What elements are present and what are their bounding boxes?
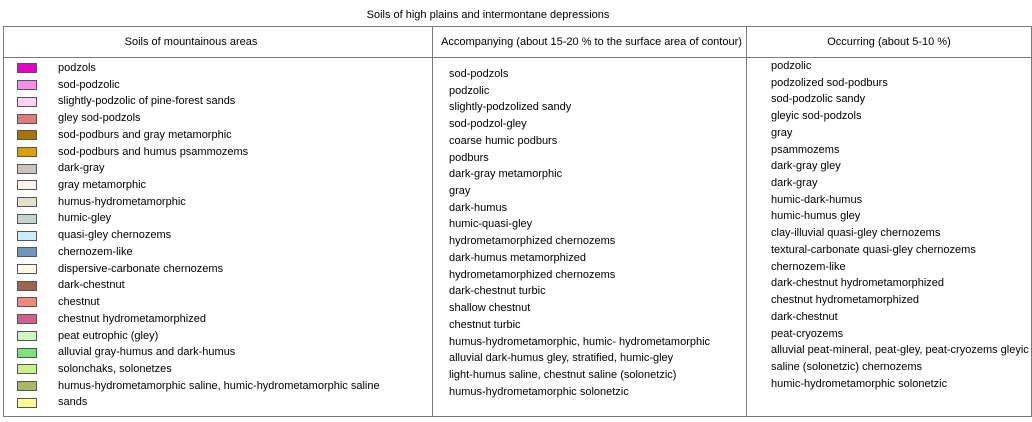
legend-item [17, 194, 432, 211]
header-mountainous: Soils of mountainous areas [4, 27, 433, 58]
accompanying-item: alluvial dark-humus gley, stratified, humic-gley [449, 352, 674, 365]
occurring-item: gleyic sod-podzols [771, 110, 862, 123]
legend-item [17, 261, 432, 278]
color-swatch [17, 348, 37, 358]
color-swatch [17, 164, 37, 174]
accompanying-item: slightly-podzolized sandy [449, 101, 572, 114]
header-occurring: Occurring (about 5-10 %) [747, 27, 1032, 58]
legend-item [17, 227, 432, 244]
color-swatch [17, 331, 37, 341]
legend-item [17, 210, 432, 227]
color-swatch [17, 381, 37, 391]
accompanying-item: dark-humus metamorphized [449, 251, 586, 264]
color-swatch [17, 297, 37, 307]
legend-item-label: chestnut [58, 296, 100, 309]
color-swatch [17, 264, 37, 274]
legend-item-label: podzols [58, 62, 96, 74]
accompanying-list [433, 58, 746, 400]
occurring-item: chernozem-like [771, 260, 846, 273]
color-swatch [17, 247, 37, 257]
legend-item [17, 77, 432, 94]
accompanying-item: hydrometamorphized chernozems [449, 235, 616, 248]
color-swatch [17, 231, 37, 241]
occurring-item: humic-dark-humus [771, 193, 863, 206]
legend-item-label: chernozem-like [58, 245, 133, 258]
legend-item-label: sands [58, 396, 88, 409]
soil-legend-table [3, 26, 1032, 417]
legend-item-label: dark-chestnut [58, 279, 125, 292]
occurring-item: gray [771, 126, 793, 139]
legend-item [17, 328, 432, 345]
accompanying-item: dark-chestnut turbic [449, 285, 546, 298]
legend-item-label: alluvial gray-humus and dark-humus [58, 346, 236, 359]
legend-item [17, 361, 432, 378]
color-swatch [17, 80, 37, 90]
legend-item [17, 127, 432, 144]
header-accompanying: Accompanying (about 15-20 % to the surface area of contour) [433, 27, 747, 58]
legend-item-label: humus-hydrometamorphic saline, humic-hydrometamorphic saline [58, 379, 380, 392]
legend-item [17, 394, 432, 411]
color-swatch [17, 97, 37, 107]
legend-item [17, 294, 432, 311]
mountainous-list [4, 58, 432, 411]
occurring-item: textural-carbonate quasi-gley chernozems [771, 243, 976, 256]
color-swatch [17, 398, 37, 408]
color-swatch [17, 197, 37, 207]
accompanying-item: sod-podzol-gley [449, 118, 527, 131]
legend-item [17, 60, 432, 77]
accompanying-item: humus-hydrometamorphic solonetzic [449, 385, 629, 398]
legend-item-label: humus-hydrometamorphic [58, 195, 186, 208]
color-swatch [17, 364, 37, 374]
occurring-list [747, 58, 1031, 392]
legend-item [17, 311, 432, 328]
accompanying-item: podburs [449, 151, 489, 164]
legend-item [17, 344, 432, 361]
color-swatch [17, 281, 37, 291]
legend-item-label: sod-podburs and gray metamorphic [58, 128, 232, 141]
occurring-item: humic-hydrometamorphic solonetzic [771, 377, 948, 390]
color-swatch [17, 147, 37, 157]
legend-item-label: gray metamorphic [58, 179, 147, 192]
legend-item-label: gley sod-podzols [58, 112, 141, 125]
color-swatch [17, 63, 37, 73]
legend-item-label: slightly-podzolic of pine-forest sands [58, 95, 236, 108]
occurring-item: peat-cryozems [771, 327, 844, 340]
accompanying-item: dark-gray metamorphic [449, 168, 563, 181]
legend-item-label: humic-gley [58, 212, 112, 225]
body-row [4, 58, 1032, 417]
occurring-item: alluvial peat-mineral, peat-gley, peat-cryozems gleyic [771, 344, 1029, 357]
accompanying-item: gray [449, 185, 471, 198]
legend-item [17, 378, 432, 395]
accompanying-item: humus-hydrometamorphic, humic- hydrometamorphic [449, 335, 711, 348]
legend-item [17, 160, 432, 177]
occurring-item: podzolized sod-podburs [771, 76, 888, 89]
legend-item [17, 244, 432, 261]
legend-item-label: chestnut hydrometamorphized [58, 312, 206, 325]
occurring-cell [747, 58, 1032, 417]
accompanying-item: light-humus saline, chestnut saline (solonetzic) [449, 368, 677, 381]
occurring-item: dark-chestnut [771, 310, 838, 323]
legend-item [17, 93, 432, 110]
accompanying-item: chestnut turbic [449, 318, 521, 331]
occurring-item: psammozems [771, 143, 840, 156]
accompanying-item: dark-humus [449, 201, 508, 214]
occurring-item: dark-gray [771, 177, 818, 190]
legend-item [17, 277, 432, 294]
header-row [4, 27, 1032, 58]
accompanying-cell [433, 58, 747, 417]
accompanying-item: shallow chestnut [449, 302, 531, 315]
occurring-item: sod-podzolic sandy [771, 93, 866, 106]
occurring-item: humic-humus gley [771, 210, 861, 223]
occurring-item: chestnut hydrometamorphized [771, 294, 919, 307]
legend-item-label: sod-podburs and humus psammozems [58, 145, 249, 158]
legend-item-label: solonchaks, solonetzes [58, 362, 172, 375]
occurring-item: dark-gray gley [771, 160, 841, 173]
occurring-item: podzolic [771, 60, 812, 72]
legend-item [17, 110, 432, 127]
legend-item-label: dispersive-carbonate chernozems [58, 262, 224, 275]
legend-item-label: quasi-gley chernozems [58, 229, 172, 242]
accompanying-item: sod-podzols [449, 68, 509, 80]
color-swatch [17, 114, 37, 124]
occurring-item: dark-chestnut hydrometamorphized [771, 277, 945, 290]
legend-item-label: sod-podzolic [58, 78, 120, 91]
color-swatch [17, 314, 37, 324]
legend-item [17, 177, 432, 194]
mountainous-cell [4, 58, 433, 417]
color-swatch [17, 180, 37, 190]
accompanying-item: humic-quasi-gley [449, 218, 533, 231]
legend-item [17, 144, 432, 161]
page-title: Soils of high plains and intermontane depressions [366, 9, 610, 21]
accompanying-item: hydrometamorphized chernozems [449, 268, 616, 281]
occurring-item: saline (solonetzic) chernozems [771, 360, 923, 373]
legend-item-label: peat eutrophic (gley) [58, 329, 159, 342]
color-swatch [17, 214, 37, 224]
color-swatch [17, 130, 37, 140]
accompanying-item: coarse humic podburs [449, 134, 558, 147]
legend-item-label: dark-gray [58, 162, 105, 175]
accompanying-item: podzolic [449, 84, 490, 97]
occurring-item: clay-illuvial quasi-gley chernozems [771, 227, 941, 240]
